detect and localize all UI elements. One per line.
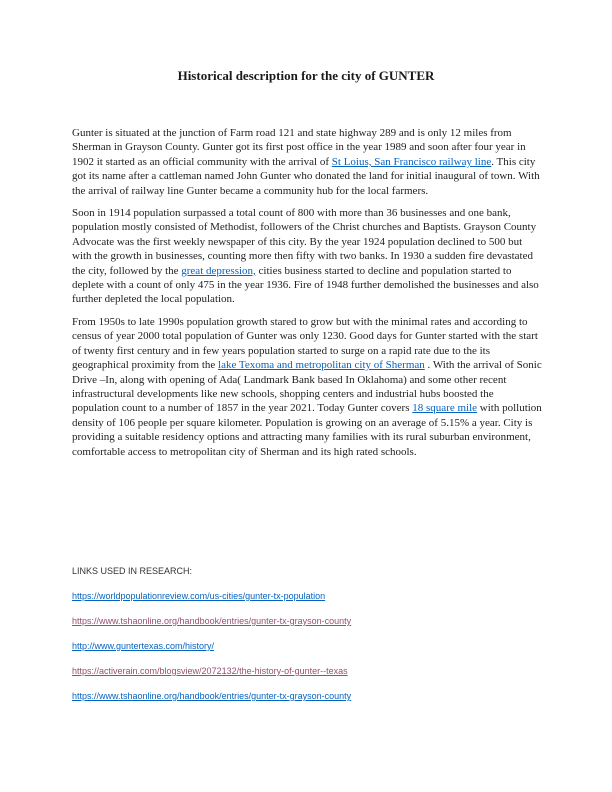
paragraph-2-text-a: Soon in 1914 population surpassed a total count of 800 with more than 36 businesses and one bank, population mostly consisted of Methodist, followers of the Christ churches and Baptists. Grayson County Advocate was the first weekly newspaper of this city. By the year 1924 population declined to 500 but with the growth in businesses, counting more then fifty with two banks. In 1930 a sudden fire devastated the city, followed by the xyxy=(72,207,537,277)
paragraph-3-text-b: . With the arrival of Sonic Drive –In, along with opening of Ada( Landmark Bank based In Oklahoma) and some other recent infrastructural developments like new schools, shopping centers and industrial hubs boosted the population count to a number of 1857 in the year 2021. Today Gunter covers xyxy=(72,359,542,415)
paragraph-1 xyxy=(72,126,542,198)
document-title: Historical description for the city of GUNTER xyxy=(177,68,435,83)
paragraph-3-text-c: with pollution density of 106 people per square kilometer. Population is growing on an average of 5.15% a year. City is providing a suitable residency options and attracting many families with its rural suburban environment, comfortable access to metropolitan city of Sherman and its high rated schools. xyxy=(72,402,542,458)
research-link-1[interactable]: https://worldpopulationreview.com/us-cities/gunter-tx-population xyxy=(72,591,326,601)
research-link-5[interactable]: https://www.tshaonline.org/handbook/entries/gunter-tx-grayson-county xyxy=(72,691,352,701)
paragraph-2 xyxy=(72,206,542,307)
link-18-square-mile[interactable]: 18 square mile xyxy=(412,402,478,415)
research-link-2[interactable]: https://www.tshaonline.org/handbook/entries/gunter-tx-grayson-county xyxy=(72,616,352,626)
link-lake-texoma-sherman[interactable]: lake Texoma and metropolitan city of Sherman xyxy=(218,359,425,372)
links-heading: LINKS USED IN RESEARCH: xyxy=(72,566,193,576)
paragraph-3-text-a: From 1950s to late 1990s population growth stared to grow but with the minimal rates and according to census of year 2000 total population of Gunter was only 1230. Good days for Gunter started with the start of twenty first century and in few years population started to surge on a rapid rate due to the its geographical proximity from the xyxy=(72,315,538,372)
research-link-4[interactable]: https://activerain.com/blogsview/2072132/the-history-of-gunter--texas xyxy=(72,666,348,676)
paragraph-1-text-b: . This city got its name after a cattleman named John Gunter who donated the land for initial inaugural of town. With the arrival of railway line Gunter became a community hub for the local farmers. xyxy=(72,155,540,197)
link-great-depression[interactable]: great depression, xyxy=(181,264,256,277)
research-links-section xyxy=(72,566,542,716)
link-st-louis-san-francisco-railway[interactable]: St Loius, San Francisco railway line xyxy=(331,155,492,168)
paragraph-1-text-a: Gunter is situated at the junction of Farm road 121 and state highway 289 and is only 12 miles from Sherman in Grayson County. Gunter got its first post office in the year 1989 and soon after four year in 1902 it started as an official community with the arrival of xyxy=(72,127,526,168)
research-link-3[interactable]: http://www.guntertexas.com/history/ xyxy=(72,641,215,651)
paragraph-3 xyxy=(72,315,542,459)
paragraph-2-text-b: cities business started to decline and population started to deplete with a count of only 475 in the year 1936. Fire of 1948 further demolished the businesses and also further depleted the local population. xyxy=(72,264,539,306)
document-body xyxy=(72,126,542,467)
